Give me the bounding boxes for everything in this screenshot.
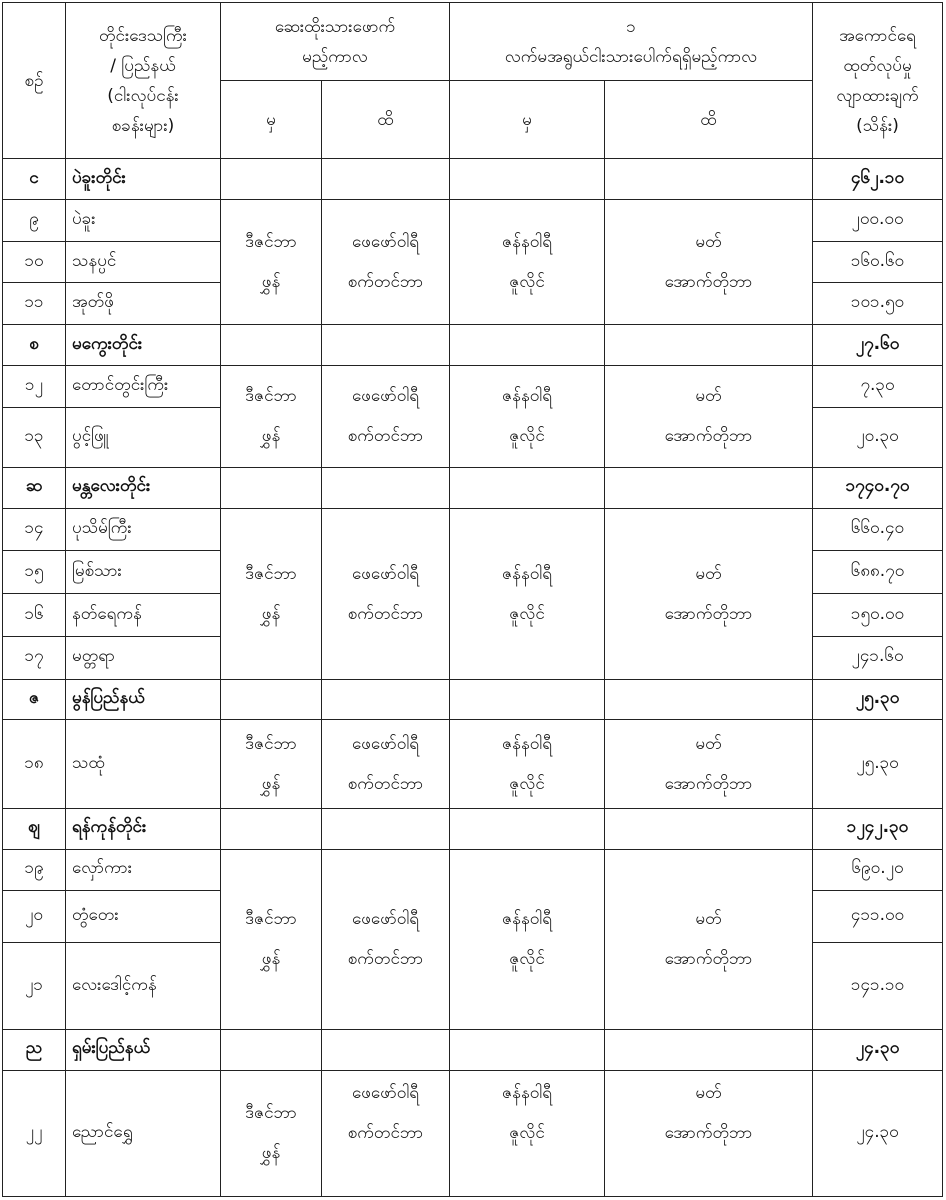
station-no: ၁၅: [3, 551, 66, 594]
table-row: [3, 508, 943, 551]
station-name: လှော်ကား: [66, 849, 221, 891]
pump-from-cell: ဒီဇင်ဘာ ဖွှန်: [221, 508, 322, 679]
region-no: စ: [3, 325, 66, 366]
station-value: ၆၆၀.၄၀: [813, 508, 943, 551]
pump-to-cell: ဖေဖော်ဝါရီ စက်တင်ဘာ: [322, 365, 450, 467]
harvest-from-cell: ဇန်နဝါရီ ဇူလိုင်: [450, 720, 605, 809]
station-name: အုတ်ဖို: [66, 283, 221, 325]
pump-to-cell: ဖေဖော်ဝါရီ စက်တင်ဘာ: [322, 720, 450, 809]
station-value: ၂၄၁.၆၀: [813, 636, 943, 679]
header-row-1: [3, 3, 943, 81]
harvest-from-cell: ဇန်နဝါရီ ဇူလိုင်: [450, 849, 605, 1029]
harvest-from-cell: ဇန်နဝါရီ ဇူလိုင်: [450, 1070, 605, 1196]
header-harvest-period: ၁ လက်မအရွယ်ငါးသားပေါက်ရရှိမည့်ကာလ: [450, 3, 813, 81]
station-name: သထုံ: [66, 720, 221, 809]
station-value: ၂၀၀.၀၀: [813, 200, 943, 242]
station-no: ၁၈: [3, 720, 66, 809]
region-total: ၂၇.၆၀: [813, 325, 943, 366]
station-no: ၂၀: [3, 891, 66, 943]
region-name: ပဲခူးတိုင်း: [66, 159, 221, 200]
header-pump-from: မှ: [221, 81, 322, 159]
fish-hatchery-table: [2, 2, 943, 1197]
station-value: ၁၅၀.၀၀: [813, 594, 943, 637]
region-row: [3, 808, 943, 849]
harvest-to-cell: မတ် အောက်တိုဘာ: [605, 200, 813, 325]
station-name: တောင်တွင်းကြီး: [66, 365, 221, 407]
table-row: [3, 849, 943, 891]
station-value: ၂၀.၃၀: [813, 407, 943, 467]
station-value: ၁၀၁.၅၀: [813, 283, 943, 325]
station-value: ၁၄၁.၁၀: [813, 943, 943, 1030]
region-name: ရှမ်းပြည်နယ်: [66, 1029, 221, 1070]
region-total: ၄၆၂.၁၀: [813, 159, 943, 200]
station-name: ပုသိမ်ကြီး: [66, 508, 221, 551]
station-value: ၆၈၈.၇၀: [813, 551, 943, 594]
region-name: မန္တလေးတိုင်း: [66, 468, 221, 509]
header-pump-to: ထိ: [322, 81, 450, 159]
station-no: ၁၇: [3, 636, 66, 679]
station-value: ၂၄.၃၀: [813, 1070, 943, 1196]
station-no: ၁၀: [3, 241, 66, 283]
pump-to-cell: ဖေဖော်ဝါရီ စက်တင်ဘာ: [322, 1070, 450, 1196]
region-name: မွန်ပြည်နယ်: [66, 679, 221, 720]
station-no: ၁၆: [3, 594, 66, 637]
station-name: တွံတေး: [66, 891, 221, 943]
region-total: ၂၄.၃၀: [813, 1029, 943, 1070]
station-name: ပဲခူး: [66, 200, 221, 242]
station-name: ပွင့်ဖြူ: [66, 407, 221, 467]
header-harvest-from: မှ: [450, 81, 605, 159]
station-name: မြစ်သား: [66, 551, 221, 594]
station-no: ၂၁: [3, 943, 66, 1030]
harvest-from-cell: ဇန်နဝါရီ ဇူလိုင်: [450, 365, 605, 467]
table-row: [3, 365, 943, 407]
region-row: [3, 679, 943, 720]
region-no: ဇ: [3, 679, 66, 720]
region-no: င: [3, 159, 66, 200]
header-region: တိုင်းဒေသကြီး / ပြည်နယ် (ငါးလုပ်ငန်း စခန်းများ): [66, 3, 221, 159]
region-total: ၁၇၄၀.၇၀: [813, 468, 943, 509]
table-row: [3, 200, 943, 242]
station-value: ၇.၃၀: [813, 365, 943, 407]
station-name: လေးဒေါင့်ကန်: [66, 943, 221, 1030]
station-no: ၁၄: [3, 508, 66, 551]
station-no: ၂၂: [3, 1070, 66, 1196]
region-no: ဆ: [3, 468, 66, 509]
station-name: သနပ္ပင်: [66, 241, 221, 283]
station-value: ၆၉၀.၂၀: [813, 849, 943, 891]
station-no: ၁၁: [3, 283, 66, 325]
table-row: [3, 720, 943, 809]
region-row: [3, 159, 943, 200]
harvest-from-cell: ဇန်နဝါရီ ဇူလိုင်: [450, 200, 605, 325]
station-value: ၄၁၁.၀၀: [813, 891, 943, 943]
station-no: ၁၂: [3, 365, 66, 407]
region-no: ည: [3, 1029, 66, 1070]
region-row: [3, 325, 943, 366]
station-no: ၉: [3, 200, 66, 242]
region-total: ၂၅.၃၀: [813, 679, 943, 720]
harvest-to-cell: မတ် အောက်တိုဘာ: [605, 508, 813, 679]
harvest-to-cell: မတ် အောက်တိုဘာ: [605, 720, 813, 809]
station-name: မတ္တရာ: [66, 636, 221, 679]
header-pumping-period: ဆေးထိုးသားဖောက် မည့်ကာလ: [221, 3, 450, 81]
region-no: ဈ: [3, 808, 66, 849]
station-value: ၂၅.၃၀: [813, 720, 943, 809]
region-row: [3, 468, 943, 509]
harvest-to-cell: မတ် အောက်တိုဘာ: [605, 849, 813, 1029]
region-name: ရန်ကုန်တိုင်း: [66, 808, 221, 849]
station-value: ၁၆၀.၆၀: [813, 241, 943, 283]
station-name: ညောင်ရွှေ: [66, 1070, 221, 1196]
station-name: နတ်ရေကန်: [66, 594, 221, 637]
region-row: [3, 1029, 943, 1070]
pump-from-cell: ဒီဇင်ဘာ ဖွှန်: [221, 365, 322, 467]
pump-from-cell: ဒီဇင်ဘာ ဖွှန်: [221, 849, 322, 1029]
region-name: မကွေးတိုင်း: [66, 325, 221, 366]
header-harvest-to: ထိ: [605, 81, 813, 159]
pump-to-cell: ဖေဖော်ဝါရီ စက်တင်ဘာ: [322, 849, 450, 1029]
header-target: အကောင်ရေ ထုတ်လုပ်မှု လျာထားချက် (သိန်း): [813, 3, 943, 159]
pump-from-cell: ဒီဇင်ဘာ ဖွှန်: [221, 1070, 322, 1196]
harvest-to-cell: မတ် အောက်တိုဘာ: [605, 365, 813, 467]
region-total: ၁၂၄၂.၃၀: [813, 808, 943, 849]
harvest-from-cell: ဇန်နဝါရီ ဇူလိုင်: [450, 508, 605, 679]
pump-from-cell: ဒီဇင်ဘာ ဖွှန်: [221, 720, 322, 809]
pump-to-cell: ဖေဖော်ဝါရီ စက်တင်ဘာ: [322, 508, 450, 679]
pump-to-cell: ဖေဖော်ဝါရီ စက်တင်ဘာ: [322, 200, 450, 325]
table-row: [3, 1070, 943, 1196]
harvest-to-cell: မတ် အောက်တိုဘာ: [605, 1070, 813, 1196]
station-no: ၁၃: [3, 407, 66, 467]
header-no: စဉ်: [3, 3, 66, 159]
pump-from-cell: ဒီဇင်ဘာ ဖွှန်: [221, 200, 322, 325]
station-no: ၁၉: [3, 849, 66, 891]
